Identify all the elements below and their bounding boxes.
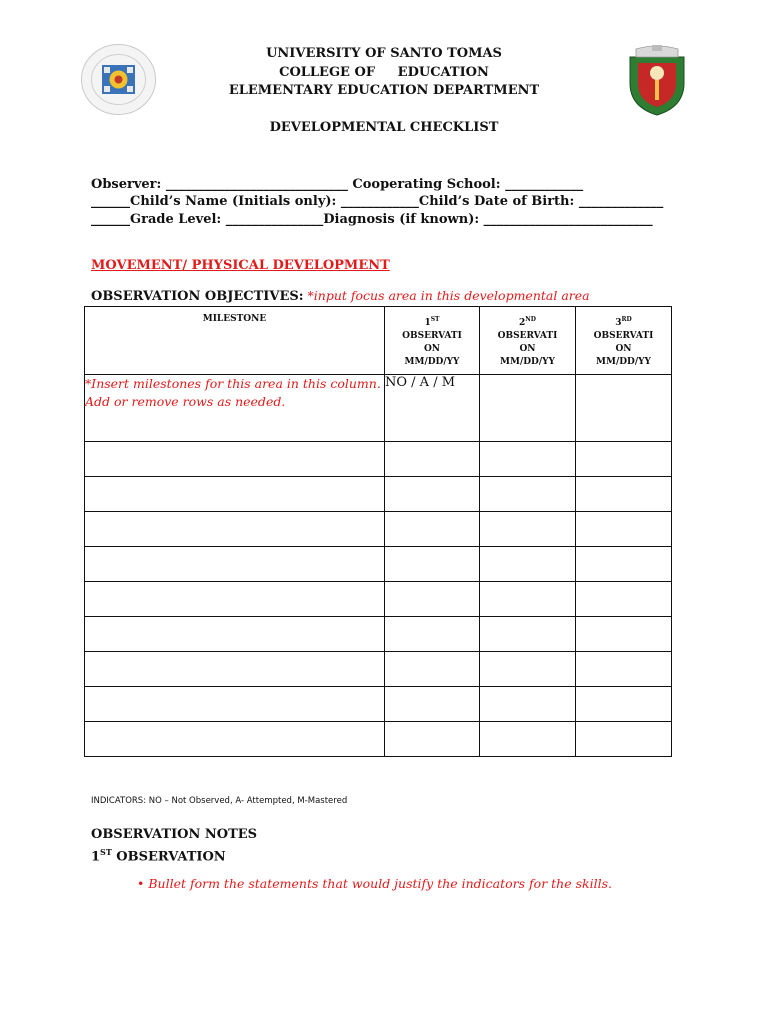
obs3-cell[interactable]: [576, 652, 672, 687]
obs3-sup: RD: [621, 316, 632, 323]
milestone-cell[interactable]: [85, 652, 385, 687]
obs1-cell[interactable]: [385, 547, 480, 582]
obs2-cell[interactable]: [480, 722, 576, 757]
table-row: [85, 722, 672, 757]
obs1-line2: ON: [423, 344, 441, 354]
obs3-cell[interactable]: [576, 687, 672, 722]
obs2-header: [480, 307, 576, 375]
obs1-header: [385, 307, 480, 375]
milestone-cell[interactable]: [85, 477, 385, 512]
department-name: ELEMENTARY EDUCATION DEPARTMENT: [228, 83, 540, 98]
milestone-cell[interactable]: [85, 687, 385, 722]
milestone-cell[interactable]: [85, 582, 385, 617]
observer-line: Observer: ____________________________ Cooperating School: ____________: [91, 177, 584, 192]
table-row: [85, 547, 672, 582]
obs2-line1: OBSERVATI: [497, 331, 558, 341]
obs2-cell[interactable]: [480, 547, 576, 582]
obs3-date: MM/DD/YY: [596, 357, 651, 367]
obs2-cell[interactable]: [480, 477, 576, 512]
obs2-cell[interactable]: [480, 652, 576, 687]
obs1-cell[interactable]: [385, 582, 480, 617]
obs2-cell[interactable]: [480, 375, 576, 442]
obs2-cell[interactable]: [480, 442, 576, 477]
obs3-cell[interactable]: [576, 375, 672, 442]
first-observation-label: OBSERVATION: [111, 849, 226, 865]
obs1-cell[interactable]: [385, 512, 480, 547]
obs1-sup: ST: [430, 316, 440, 323]
objectives-label: OBSERVATION OBJECTIVES:: [91, 289, 304, 304]
obs2-sup: ND: [525, 316, 536, 323]
obs3-header: [576, 307, 672, 375]
milestone-cell[interactable]: [85, 547, 385, 582]
first-observation-num: 1: [91, 849, 101, 865]
obs3-cell[interactable]: [576, 477, 672, 512]
obs1-cell[interactable]: [385, 722, 480, 757]
first-observation-sup: ST: [100, 847, 112, 857]
obs2-cell[interactable]: [480, 582, 576, 617]
document-title: DEVELOPMENTAL CHECKLIST: [269, 120, 499, 135]
obs1-cell[interactable]: [385, 652, 480, 687]
obs3-num: 3: [615, 318, 622, 328]
obs3-cell[interactable]: [576, 512, 672, 547]
table-row: [85, 512, 672, 547]
milestone-cell[interactable]: [85, 442, 385, 477]
milestone-cell[interactable]: [85, 512, 385, 547]
obs1-line1: OBSERVATI: [402, 331, 462, 341]
indicators-legend: INDICATORS: NO – Not Observed, A- Attempted, M-Mastered: [91, 796, 348, 806]
milestone-note-cell[interactable]: *Insert milestones for this area in this column. Add or remove rows as needed.: [85, 375, 385, 442]
obs3-cell[interactable]: [576, 442, 672, 477]
obs3-cell[interactable]: [576, 547, 672, 582]
table-row: [85, 582, 672, 617]
table-row: [85, 442, 672, 477]
obs1-date: MM/DD/YY: [404, 357, 460, 367]
grade-level-line: ______Grade Level: _______________Diagnosis (if known): __________________________: [91, 212, 653, 227]
obs3-line1: OBSERVATI: [593, 331, 654, 341]
table-row: [85, 687, 672, 722]
obs3-cell[interactable]: [576, 722, 672, 757]
checklist-table: [84, 306, 672, 757]
obs2-line2: ON: [519, 344, 536, 354]
obs2-cell[interactable]: [480, 512, 576, 547]
obs1-num: 1: [424, 318, 431, 328]
obs2-num: 2: [519, 318, 526, 328]
table-header-row: [85, 307, 672, 375]
table-row: [85, 617, 672, 652]
section-heading: MOVEMENT/ PHYSICAL DEVELOPMENT: [91, 258, 390, 273]
first-observation-heading: [91, 847, 226, 864]
obs1-cell[interactable]: NO / A / M: [385, 375, 480, 442]
table-row: [85, 375, 672, 442]
milestone-header: MILESTONE: [85, 307, 385, 375]
university-name: UNIVERSITY OF SANTO TOMAS: [266, 46, 502, 61]
obs3-cell[interactable]: [576, 617, 672, 652]
obs1-cell[interactable]: [385, 442, 480, 477]
child-name-line: ______Child’s Name (Initials only): ____________Child’s Date of Birth: _____________: [91, 194, 664, 209]
objectives-hint: *input focus area in this developmental area: [303, 288, 590, 303]
notes-bullet-hint: • Bullet form the statements that would justify the indicators for the skills.: [137, 876, 612, 891]
college-name: COLLEGE OF EDUCATION: [279, 65, 489, 80]
obs1-cell[interactable]: [385, 617, 480, 652]
obs3-cell[interactable]: [576, 582, 672, 617]
obs2-date: MM/DD/YY: [500, 357, 555, 367]
milestone-cell[interactable]: [85, 722, 385, 757]
table-row: [85, 477, 672, 512]
milestone-cell[interactable]: [85, 617, 385, 652]
table-row: [85, 652, 672, 687]
obs3-line2: ON: [615, 344, 632, 354]
obs2-cell[interactable]: [480, 617, 576, 652]
obs2-cell[interactable]: [480, 687, 576, 722]
observation-objectives: [91, 288, 590, 304]
obs1-cell[interactable]: [385, 477, 480, 512]
observation-notes-title: OBSERVATION NOTES: [91, 827, 258, 842]
obs1-cell[interactable]: [385, 687, 480, 722]
